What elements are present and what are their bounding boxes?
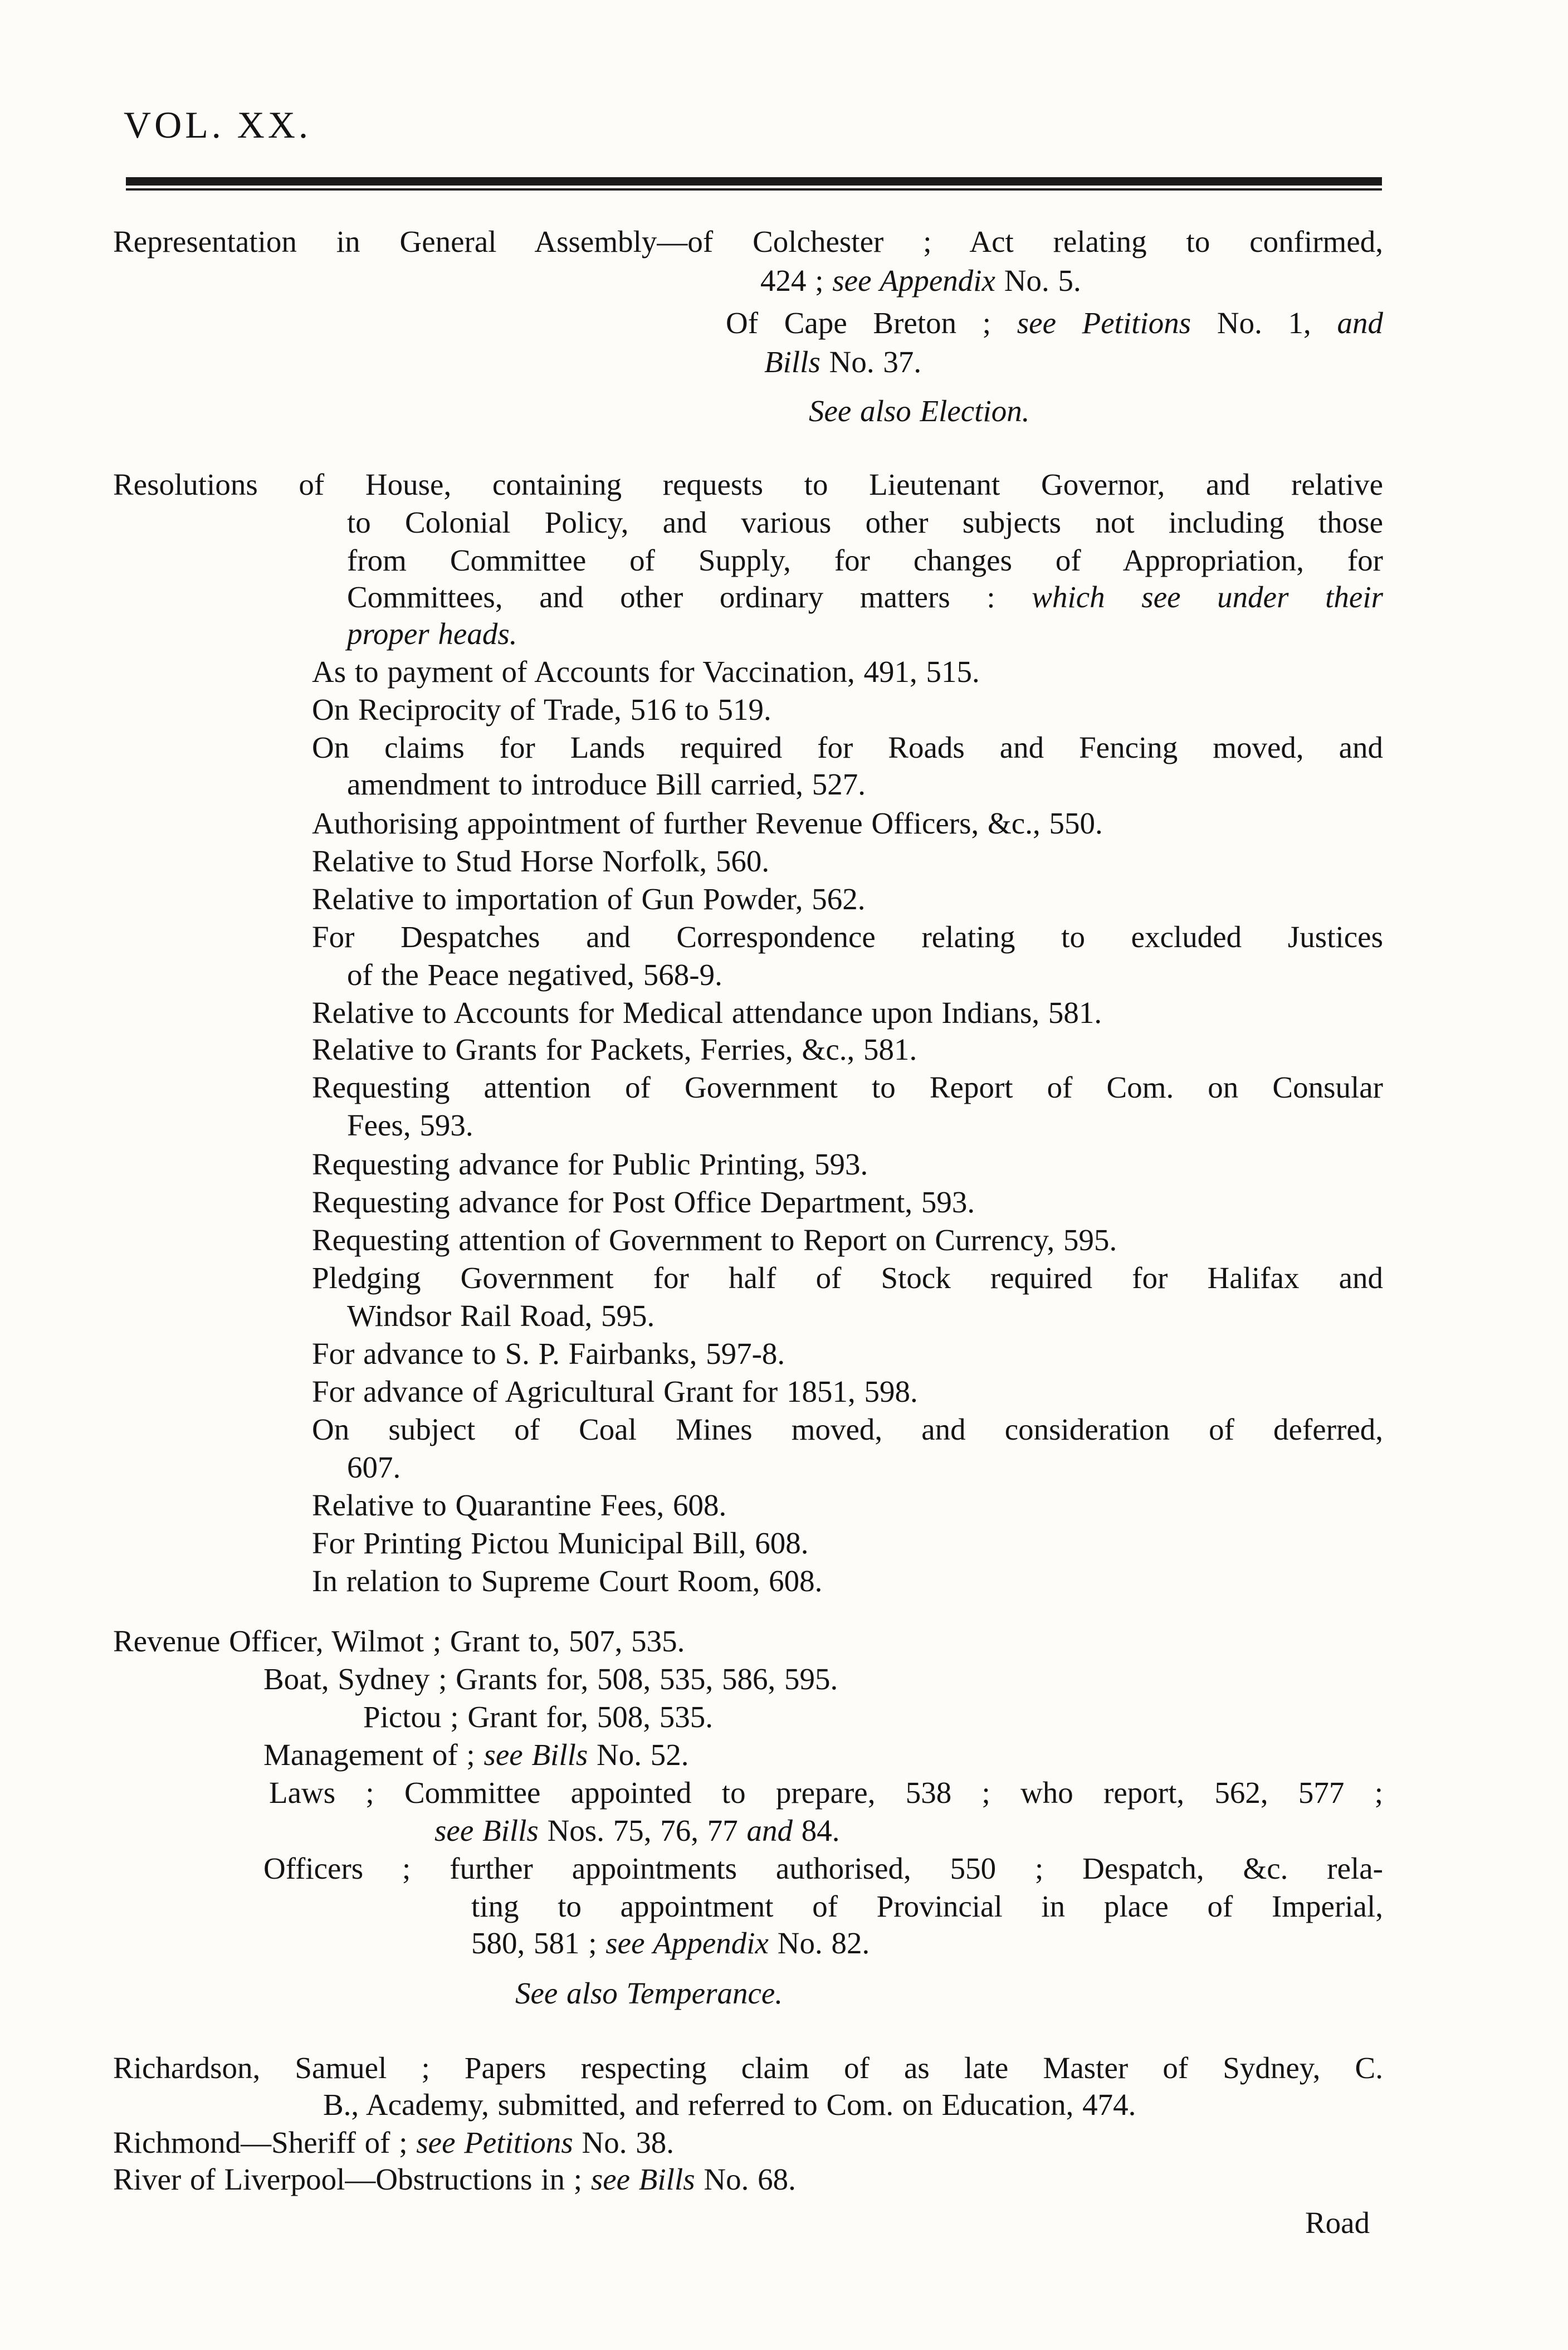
- resolution-sub-17b: 607.: [347, 1450, 401, 1484]
- resolution-sub-9: Relative to Grants for Packets, Ferries, &c., 581.: [312, 1032, 917, 1066]
- entry-representation-line-3: Of Cape Breton ; see Petitions No. 1, and: [726, 306, 1383, 340]
- resolution-sub-14a: Pledging Government for half of Stock required for Halifax and: [312, 1261, 1383, 1295]
- entry-revenue-line-7: Officers ; further appointments authorised, 550 ; Despatch, &c. rela-: [263, 1851, 1383, 1885]
- resolution-sub-14b: Windsor Rail Road, 595.: [347, 1299, 655, 1333]
- entry-revenue-line-4: Management of ; see Bills No. 52.: [263, 1738, 689, 1772]
- resolution-sub-15: For advance to S. P. Fairbanks, 597-8.: [312, 1337, 785, 1371]
- catchword: Road: [1305, 2206, 1370, 2240]
- entry-revenue-line-3: Pictou ; Grant for, 508, 535.: [363, 1700, 713, 1734]
- resolution-sub-2: On Reciprocity of Trade, 516 to 519.: [312, 693, 771, 727]
- see-also-temperance: See also Temperance.: [515, 1976, 783, 2010]
- resolution-sub-20: In relation to Supreme Court Room, 608.: [312, 1564, 823, 1598]
- resolution-sub-4: Authorising appointment of further Revenue Officers, &c., 550.: [312, 806, 1103, 840]
- entry-revenue-line-6: see Bills Nos. 75, 76, 77 and 84.: [434, 1813, 840, 1847]
- resolution-sub-10a: Requesting attention of Government to Report of Com. on Consular: [312, 1070, 1383, 1104]
- entry-resolutions-line-4: Committees, and other ordinary matters : which see under their: [347, 580, 1383, 614]
- entry-resolutions-line-3: from Committee of Supply, for changes of Appropriation, for: [347, 543, 1383, 577]
- entry-revenue-line-9: 580, 581 ; see Appendix No. 82.: [471, 1926, 870, 1960]
- entry-revenue-line-1: Revenue Officer, Wilmot ; Grant to, 507, 535.: [113, 1624, 685, 1658]
- entry-richardson-line-2: B., Academy, submitted, and referred to Com. on Education, 474.: [323, 2088, 1136, 2122]
- entry-resolutions-line-1: Resolutions of House, containing requests to Lieutenant Governor, and relative: [113, 467, 1383, 501]
- resolution-sub-1: As to payment of Accounts for Vaccination, 491, 515.: [312, 655, 980, 689]
- entry-resolutions-line-2: to Colonial Policy, and various other subjects not including those: [347, 505, 1383, 539]
- entry-resolutions-line-5: proper heads.: [347, 617, 517, 651]
- resolution-sub-3b: amendment to introduce Bill carried, 527.: [347, 767, 866, 801]
- resolution-sub-17a: On subject of Coal Mines moved, and consideration of deferred,: [312, 1412, 1383, 1446]
- entry-revenue-line-8: ting to appointment of Provincial in place of Imperial,: [471, 1889, 1383, 1923]
- entry-representation-line-1: Representation in General Assembly—of Colchester ; Act relating to confirmed,: [113, 225, 1383, 259]
- header-rule-thin: [126, 188, 1382, 191]
- resolution-sub-13: Requesting attention of Government to Report on Currency, 595.: [312, 1223, 1117, 1257]
- entry-river-of-liverpool: River of Liverpool—Obstructions in ; see Bills No. 68.: [113, 2162, 796, 2196]
- resolution-sub-6: Relative to importation of Gun Powder, 562.: [312, 882, 866, 916]
- entry-richardson-line-1: Richardson, Samuel ; Papers respecting claim of as late Master of Sydney, C.: [113, 2051, 1383, 2085]
- volume-header: VOL. XX.: [124, 104, 311, 146]
- resolution-sub-12: Requesting advance for Post Office Department, 593.: [312, 1185, 975, 1219]
- resolution-sub-7a: For Despatches and Correspondence relating to excluded Justices: [312, 920, 1383, 954]
- entry-representation-line-4: Bills No. 37.: [764, 345, 922, 379]
- header-rule-thick: [126, 177, 1382, 186]
- resolution-sub-8: Relative to Accounts for Medical attendance upon Indians, 581.: [312, 996, 1102, 1030]
- resolution-sub-18: Relative to Quarantine Fees, 608.: [312, 1488, 727, 1522]
- resolution-sub-16: For advance of Agricultural Grant for 1851, 598.: [312, 1374, 918, 1408]
- resolution-sub-5: Relative to Stud Horse Norfolk, 560.: [312, 844, 770, 878]
- resolution-sub-3a: On claims for Lands required for Roads and Fencing moved, and: [312, 730, 1383, 764]
- resolution-sub-11: Requesting advance for Public Printing, 593.: [312, 1147, 868, 1181]
- resolution-sub-10b: Fees, 593.: [347, 1108, 473, 1142]
- entry-revenue-line-2: Boat, Sydney ; Grants for, 508, 535, 586, 595.: [263, 1662, 838, 1696]
- entry-revenue-line-5: Laws ; Committee appointed to prepare, 538 ; who report, 562, 577 ;: [269, 1776, 1383, 1810]
- entry-richmond: Richmond—Sheriff of ; see Petitions No. 38.: [113, 2125, 674, 2159]
- see-also-election: See also Election.: [809, 394, 1030, 428]
- resolution-sub-19: For Printing Pictou Municipal Bill, 608.: [312, 1526, 809, 1560]
- entry-representation-line-2: 424 ; see Appendix No. 5.: [760, 264, 1081, 298]
- resolution-sub-7b: of the Peace negatived, 568-9.: [347, 958, 722, 992]
